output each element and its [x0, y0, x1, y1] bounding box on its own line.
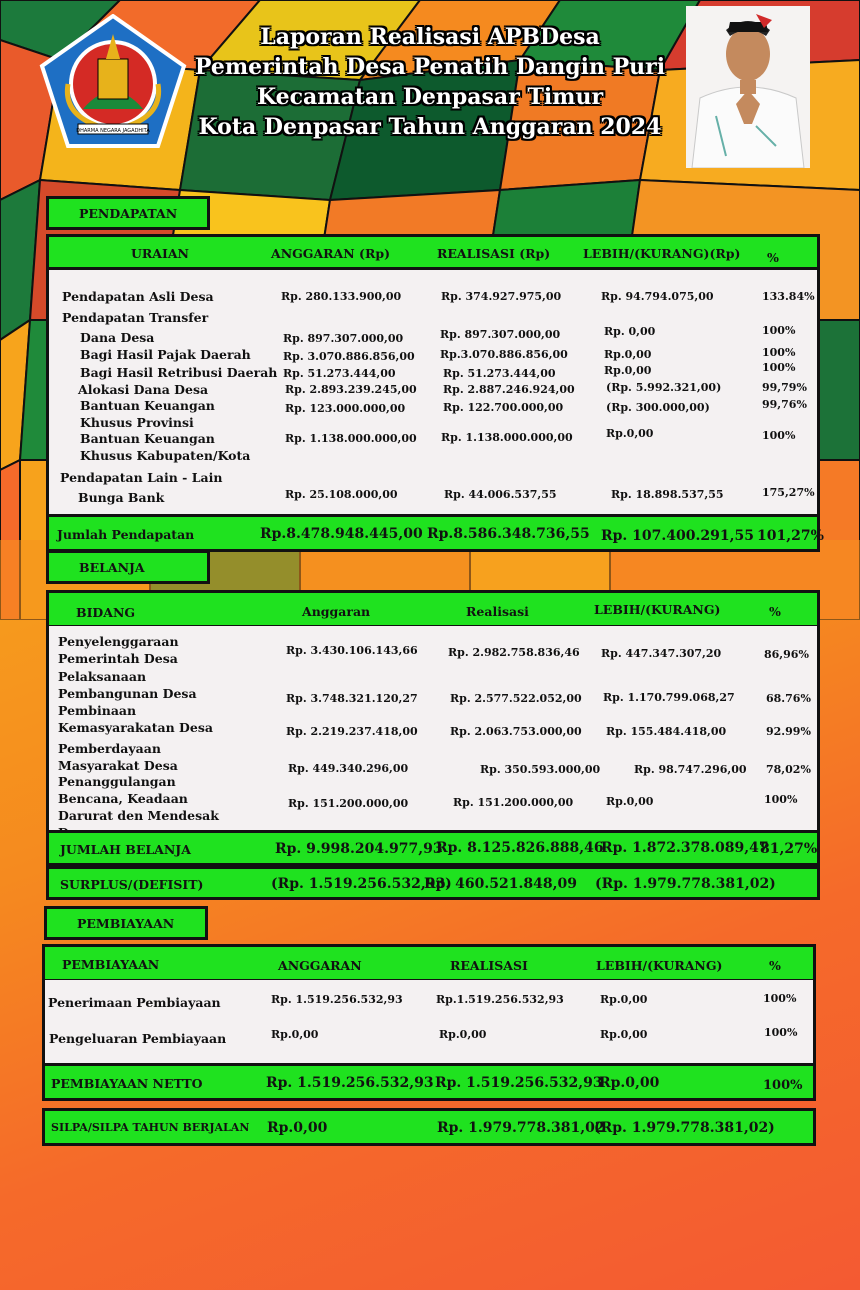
row-realisasi: Rp.1.519.256.532,93	[436, 993, 564, 1006]
row-label: Penyelenggaraan Pemerintah Desa	[58, 634, 179, 666]
row-anggaran: Rp. 1.138.000.000,00	[285, 432, 417, 445]
village-head-portrait	[686, 6, 810, 168]
row-pct: 78,02%	[766, 763, 811, 776]
row-anggaran: Rp. 3.070.886.856,00	[283, 350, 415, 363]
row-lebih: (Rp. 300.000,00)	[606, 401, 710, 414]
row-pct: 86,96%	[764, 648, 809, 661]
row-pct: 100%	[762, 346, 796, 359]
row-anggaran: Rp. 151.200.000,00	[288, 797, 409, 810]
total-realisasi: Rp. 8.125.826.888,46	[436, 840, 604, 856]
row-label: Pembinaan Kemasyarakatan Desa	[58, 703, 213, 735]
col-anggaran: ANGGARAN	[278, 958, 362, 973]
report-title	[190, 22, 670, 142]
total-label: Jumlah Pendapatan	[57, 527, 195, 542]
row-lebih: Rp. 94.794.075,00	[601, 290, 714, 303]
col-percent: %	[767, 250, 779, 265]
row-group-label: Pendapatan Lain - Lain	[60, 470, 223, 485]
row-realisasi: Rp.0,00	[439, 1028, 487, 1041]
pembiayaan-netto-row	[42, 1063, 816, 1101]
total-anggaran: Rp. 9.998.204.977,93	[275, 841, 443, 857]
title-line-1: Laporan Realisasi APBDesa	[260, 24, 600, 50]
col-realisasi: Realisasi	[466, 604, 529, 619]
row-label: Pengeluaran Pembiayaan	[49, 1031, 227, 1046]
row-realisasi: Rp. 374.927.975,00	[441, 290, 562, 303]
row-label: Pendapatan Asli Desa	[62, 289, 214, 304]
col-pembiayaan: PEMBIAYAAN	[62, 957, 160, 972]
row-realisasi: Rp. 350.593.000,00	[480, 763, 601, 776]
logo-motto: DHARMA NEGARA JAGADHITA	[76, 128, 150, 134]
row-pct: 99,79%	[762, 381, 807, 394]
row-label: Penerimaan Pembiayaan	[48, 995, 221, 1010]
row-label: Dana Desa	[80, 330, 155, 345]
row-lebih: Rp.0,00	[604, 364, 652, 377]
col-realisasi: REALISASI	[450, 958, 528, 973]
row-label: Penanggulangan Bencana, Keadaan Darurat den Mendesak	[58, 774, 219, 823]
silpa-row	[42, 1108, 816, 1146]
title-line-4: Kota Denpasar Tahun Anggaran 2024	[198, 114, 662, 140]
pembiayaan-header-row	[42, 944, 816, 982]
row-realisasi: Rp. 897.307.000,00	[440, 328, 561, 341]
jumlah-pendapatan-row	[46, 514, 824, 552]
row-pct: 100%	[762, 361, 796, 374]
row-pct: 133.84%	[762, 290, 815, 303]
row-label: Alokasi Dana Desa	[78, 382, 209, 397]
row-lebih: Rp. 0,00	[604, 325, 656, 338]
col-anggaran: ANGGARAN (Rp)	[271, 246, 390, 261]
surplus-label: SURPLUS/(DEFISIT)	[60, 877, 204, 892]
total-lebih: Rp. 1.872.378.089,47	[601, 840, 769, 856]
row-realisasi: Rp. 151.200.000,00	[453, 796, 574, 809]
netto-pct: 100%	[763, 1078, 803, 1093]
row-label: Pelaksanaan Pembangunan Desa	[58, 669, 197, 701]
netto-realisasi: Rp. 1.519.256.532,93	[435, 1075, 603, 1091]
row-lebih: Rp.0,00	[600, 1028, 648, 1041]
netto-anggaran: Rp. 1.519.256.532,93	[266, 1075, 434, 1091]
row-pct: 100%	[764, 793, 798, 806]
col-realisasi: REALISASI (Rp)	[437, 246, 551, 261]
title-line-3: Kecamatan Denpasar Timur	[256, 84, 604, 110]
row-label: Bunga Bank	[78, 490, 165, 505]
row-pct: 100%	[764, 1026, 798, 1039]
row-anggaran: Rp. 1.519.256.532,93	[271, 993, 403, 1006]
row-pct: 92.99%	[766, 725, 811, 738]
row-realisasi: Rp. 2.577.522.052,00	[450, 692, 582, 705]
silpa-label: SILPA/SILPA TAHUN BERJALAN	[51, 1121, 250, 1134]
row-pct: 100%	[762, 429, 796, 442]
village-emblem-logo	[38, 14, 188, 149]
total-realisasi: Rp.8.586.348.736,55	[427, 526, 590, 542]
pembiayaan-table-body	[42, 980, 816, 1064]
row-pct: 100%	[763, 992, 797, 1005]
col-anggaran: Anggaran	[302, 604, 371, 619]
netto-label: PEMBIAYAAN NETTO	[51, 1076, 203, 1091]
row-realisasi: Rp. 2.982.758.836,46	[448, 646, 580, 659]
silpa-anggaran: Rp.0,00	[267, 1120, 328, 1136]
row-anggaran: Rp. 449.340.296,00	[288, 762, 409, 775]
pendapatan-tab: PENDAPATAN	[46, 196, 210, 230]
row-realisasi: Rp. 122.700.000,00	[443, 401, 564, 414]
row-pct: 99,76%	[762, 398, 807, 411]
col-lebih-kurang: LEBIH/(KURANG)	[594, 602, 721, 617]
row-label: Bagi Hasil Pajak Daerah	[80, 347, 251, 362]
silpa-realisasi: Rp. 1.979.778.381,02	[437, 1120, 605, 1136]
row-anggaran: Rp. 3.430.106.143,66	[286, 644, 418, 657]
row-realisasi: Rp. 44.006.537,55	[444, 488, 557, 501]
belanja-table-body	[46, 626, 820, 832]
row-anggaran: Rp. 3.748.321.120,27	[286, 692, 418, 705]
row-label: Bagi Hasil Retribusi Daerah	[80, 365, 278, 380]
jumlah-belanja-row	[46, 830, 820, 866]
netto-lebih: Rp.0,00	[599, 1075, 660, 1091]
row-pct: 175,27%	[762, 486, 815, 499]
row-anggaran: Rp. 897.307.000,00	[283, 332, 404, 345]
row-realisasi: Rp. 2.063.753.000,00	[450, 725, 582, 738]
surplus-anggaran: (Rp. 1.519.256.532,93)	[271, 876, 452, 892]
surplus-realisasi: Rp. 460.521.848,09	[424, 876, 577, 892]
row-label: Bantuan Keuangan Khusus Provinsi	[80, 398, 215, 430]
row-group-label: Pendapatan Transfer	[62, 310, 209, 325]
row-lebih: Rp. 98.747.296,00	[634, 763, 747, 776]
col-lebih-kurang: LEBIH/(KURANG)(Rp)	[583, 246, 741, 261]
col-percent: %	[769, 958, 781, 973]
row-lebih: Rp.0,00	[604, 348, 652, 361]
col-percent: %	[769, 604, 781, 619]
row-anggaran: Rp. 2.893.239.245,00	[285, 383, 417, 396]
row-realisasi: Rp.3.070.886.856,00	[440, 348, 568, 361]
row-lebih: (Rp. 5.992.321,00)	[606, 381, 722, 394]
row-label: Pemberdayaan Masyarakat Desa	[58, 741, 178, 773]
row-lebih: Rp.0,00	[606, 795, 654, 808]
row-pct: 100%	[762, 324, 796, 337]
silpa-lebih: (Rp. 1.979.778.381,02)	[594, 1120, 775, 1136]
row-anggaran: Rp. 123.000.000,00	[285, 402, 406, 415]
surplus-defisit-row	[46, 866, 820, 900]
row-realisasi: Rp. 1.138.000.000,00	[441, 431, 573, 444]
row-anggaran: Rp.0,00	[271, 1028, 319, 1041]
row-realisasi: Rp. 51.273.444,00	[443, 367, 556, 380]
total-label: JUMLAH BELANJA	[60, 842, 191, 857]
total-pct: 101,27%	[757, 528, 824, 544]
row-lebih: Rp.0,00	[606, 427, 654, 440]
pembiayaan-tab: PEMBIAYAAN	[44, 906, 208, 940]
surplus-lebih: (Rp. 1.979.778.381,02)	[595, 876, 776, 892]
row-label: Bantuan Keuangan Khusus Kabupaten/Kota	[80, 431, 251, 463]
row-lebih: Rp. 447.347.307,20	[601, 647, 722, 660]
row-pct: 68.76%	[766, 692, 811, 705]
title-line-2: Pemerintah Desa Penatih Dangin Puri	[194, 54, 666, 80]
pendapatan-table-body	[46, 270, 820, 516]
row-lebih: Rp.0,00	[600, 993, 648, 1006]
col-uraian: URAIAN	[131, 246, 189, 261]
row-lebih: Rp. 1.170.799.068,27	[603, 691, 735, 704]
row-anggaran: Rp. 2.219.237.418,00	[286, 725, 418, 738]
belanja-header-row	[46, 590, 820, 628]
belanja-tab: BELANJA	[46, 550, 210, 584]
row-anggaran: Rp. 280.133.900,00	[281, 290, 402, 303]
row-realisasi: Rp. 2.887.246.924,00	[443, 383, 575, 396]
row-anggaran: Rp. 25.108.000,00	[285, 488, 398, 501]
col-lebih-kurang: LEBIH/(KURANG)	[596, 958, 723, 973]
row-lebih: Rp. 18.898.537,55	[611, 488, 724, 501]
pendapatan-header-row	[46, 234, 820, 270]
total-anggaran: Rp.8.478.948.445,00	[260, 526, 423, 542]
total-pct: 81,27%	[760, 841, 818, 857]
row-lebih: Rp. 155.484.418,00	[606, 725, 727, 738]
col-bidang: BIDANG	[76, 605, 136, 620]
row-anggaran: Rp. 51.273.444,00	[283, 367, 396, 380]
total-lebih: Rp. 107.400.291,55	[601, 528, 754, 544]
